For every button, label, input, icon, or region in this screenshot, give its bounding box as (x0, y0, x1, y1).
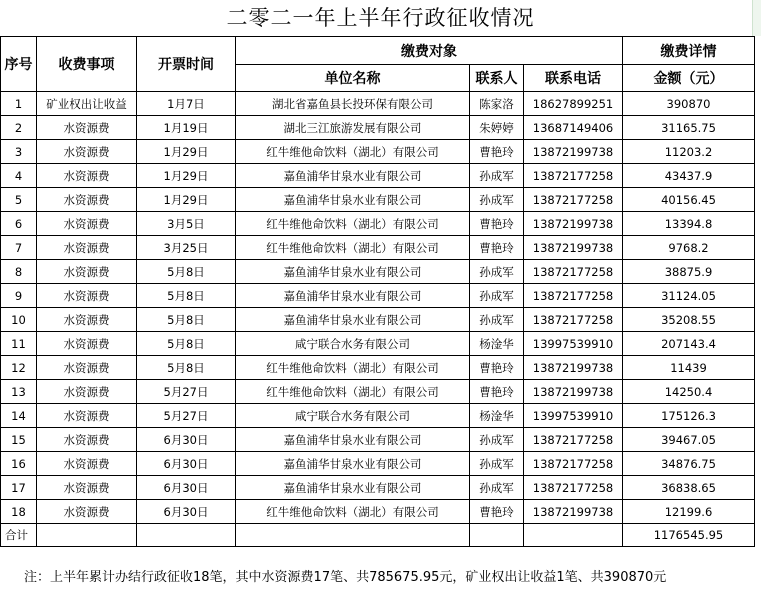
cell-amount[interactable]: 34876.75 (623, 452, 755, 476)
cell-item[interactable]: 水资源费 (37, 476, 137, 500)
cell-contact[interactable]: 曹艳玲 (470, 380, 524, 404)
cell-phone[interactable]: 13872199738 (524, 140, 623, 164)
table-row (1, 452, 755, 476)
cell-phone[interactable]: 13872199738 (524, 236, 623, 260)
cell-phone[interactable]: 13687149406 (524, 116, 623, 140)
cell-contact[interactable]: 陈家洛 (470, 92, 524, 116)
cell-unit[interactable]: 红牛维他命饮料（湖北）有限公司 (236, 356, 470, 380)
cell-no[interactable]: 17 (1, 476, 37, 500)
cell-no[interactable]: 15 (1, 428, 37, 452)
cell-item[interactable]: 水资源费 (37, 284, 137, 308)
cell-item[interactable]: 水资源费 (37, 356, 137, 380)
cell-amount[interactable]: 40156.45 (623, 188, 755, 212)
cell-phone[interactable]: 13872177258 (524, 452, 623, 476)
cell-unit[interactable]: 嘉鱼浦华甘泉水业有限公司 (236, 164, 470, 188)
cell-item[interactable]: 水资源费 (37, 212, 137, 236)
cell-unit[interactable]: 嘉鱼浦华甘泉水业有限公司 (236, 284, 470, 308)
cell-unit[interactable]: 红牛维他命饮料（湖北）有限公司 (236, 380, 470, 404)
cell-item[interactable]: 水资源费 (37, 380, 137, 404)
cell-no[interactable]: 11 (1, 332, 37, 356)
cell-unit[interactable]: 红牛维他命饮料（湖北）有限公司 (236, 236, 470, 260)
page-title: 二零二一年上半年行政征收情况 (226, 6, 535, 30)
cell-contact[interactable]: 曹艳玲 (470, 140, 524, 164)
total-empty-cell[interactable] (524, 524, 623, 547)
cell-date[interactable]: 6月30日 (137, 500, 236, 524)
cell-item[interactable]: 矿业权出让收益 (37, 92, 137, 116)
cell-amount[interactable]: 12199.6 (623, 500, 755, 524)
table-row (1, 500, 755, 524)
sheet-edge (752, 0, 761, 36)
collection-table (0, 36, 755, 547)
cell-contact[interactable]: 孙成军 (470, 428, 524, 452)
cell-date[interactable]: 3月5日 (137, 212, 236, 236)
cell-no[interactable]: 1 (1, 92, 37, 116)
total-label[interactable]: 合计 (1, 524, 37, 547)
cell-contact[interactable]: 曹艳玲 (470, 356, 524, 380)
cell-contact[interactable]: 孙成军 (470, 308, 524, 332)
table-row (1, 356, 755, 380)
table-body (1, 92, 755, 524)
cell-amount[interactable]: 35208.55 (623, 308, 755, 332)
header-no[interactable]: 序号 (1, 37, 37, 92)
cell-amount[interactable]: 13394.8 (623, 212, 755, 236)
cell-amount[interactable]: 9768.2 (623, 236, 755, 260)
cell-phone[interactable]: 13997539910 (524, 332, 623, 356)
total-empty-cell[interactable] (236, 524, 470, 547)
cell-phone[interactable]: 13997539910 (524, 404, 623, 428)
cell-no[interactable]: 5 (1, 188, 37, 212)
cell-contact[interactable]: 孙成军 (470, 452, 524, 476)
cell-no[interactable]: 4 (1, 164, 37, 188)
cell-date[interactable]: 5月27日 (137, 380, 236, 404)
cell-contact[interactable]: 孙成军 (470, 164, 524, 188)
total-empty-cell[interactable] (470, 524, 524, 547)
total-row (1, 524, 755, 547)
cell-unit[interactable]: 红牛维他命饮料（湖北）有限公司 (236, 500, 470, 524)
header-item[interactable]: 收费事项 (37, 37, 137, 92)
table-row (1, 332, 755, 356)
cell-amount[interactable]: 38875.9 (623, 260, 755, 284)
cell-contact[interactable]: 曹艳玲 (470, 236, 524, 260)
cell-amount[interactable]: 175126.3 (623, 404, 755, 428)
table-row (1, 140, 755, 164)
cell-amount[interactable]: 39467.05 (623, 428, 755, 452)
table-row (1, 116, 755, 140)
cell-phone[interactable]: 13872199738 (524, 212, 623, 236)
cell-phone[interactable]: 13872199738 (524, 356, 623, 380)
cell-amount[interactable]: 43437.9 (623, 164, 755, 188)
table-row (1, 92, 755, 116)
cell-no[interactable]: 10 (1, 308, 37, 332)
table-row (1, 404, 755, 428)
total-empty-cell[interactable] (137, 524, 236, 547)
header-amount[interactable]: 金额（元） (623, 65, 755, 92)
cell-unit[interactable]: 咸宁联合水务有限公司 (236, 332, 470, 356)
table-row (1, 476, 755, 500)
cell-date[interactable]: 5月8日 (137, 260, 236, 284)
cell-amount[interactable]: 11439 (623, 356, 755, 380)
cell-contact[interactable]: 曹艳玲 (470, 500, 524, 524)
cell-date[interactable]: 5月8日 (137, 332, 236, 356)
cell-unit[interactable]: 嘉鱼浦华甘泉水业有限公司 (236, 428, 470, 452)
cell-phone[interactable]: 13872199738 (524, 380, 623, 404)
cell-no[interactable]: 3 (1, 140, 37, 164)
cell-phone[interactable]: 13872177258 (524, 284, 623, 308)
cell-unit[interactable]: 湖北三江旅游发展有限公司 (236, 116, 470, 140)
cell-amount[interactable]: 390870 (623, 92, 755, 116)
cell-amount[interactable]: 31124.05 (623, 284, 755, 308)
table-row (1, 308, 755, 332)
cell-unit[interactable]: 咸宁联合水务有限公司 (236, 404, 470, 428)
total-amount[interactable]: 1176545.95 (623, 524, 755, 547)
cell-contact[interactable]: 杨淦华 (470, 332, 524, 356)
header-date[interactable]: 开票时间 (137, 37, 236, 92)
cell-no[interactable]: 2 (1, 116, 37, 140)
table-row (1, 188, 755, 212)
cell-contact[interactable]: 朱婷婷 (470, 116, 524, 140)
cell-item[interactable]: 水资源费 (37, 260, 137, 284)
cell-date[interactable]: 6月30日 (137, 476, 236, 500)
cell-phone[interactable]: 13872177258 (524, 428, 623, 452)
cell-no[interactable]: 16 (1, 452, 37, 476)
cell-unit[interactable]: 嘉鱼浦华甘泉水业有限公司 (236, 476, 470, 500)
cell-unit[interactable]: 嘉鱼浦华甘泉水业有限公司 (236, 308, 470, 332)
cell-no[interactable]: 13 (1, 380, 37, 404)
cell-date[interactable]: 5月27日 (137, 404, 236, 428)
table-row (1, 380, 755, 404)
cell-date[interactable]: 1月29日 (137, 140, 236, 164)
cell-item[interactable]: 水资源费 (37, 308, 137, 332)
cell-amount[interactable]: 207143.4 (623, 332, 755, 356)
cell-no[interactable]: 7 (1, 236, 37, 260)
cell-date[interactable]: 1月19日 (137, 116, 236, 140)
cell-amount[interactable]: 11203.2 (623, 140, 755, 164)
cell-unit[interactable]: 红牛维他命饮料（湖北）有限公司 (236, 140, 470, 164)
cell-no[interactable]: 12 (1, 356, 37, 380)
cell-contact[interactable]: 孙成军 (470, 260, 524, 284)
cell-item[interactable]: 水资源费 (37, 164, 137, 188)
cell-unit[interactable]: 湖北省嘉鱼县长投环保有限公司 (236, 92, 470, 116)
cell-phone[interactable]: 18627899251 (524, 92, 623, 116)
table-row (1, 260, 755, 284)
cell-phone[interactable]: 13872199738 (524, 500, 623, 524)
cell-phone[interactable]: 13872177258 (524, 308, 623, 332)
cell-item[interactable]: 水资源费 (37, 404, 137, 428)
cell-phone[interactable]: 13872177258 (524, 188, 623, 212)
cell-unit[interactable]: 嘉鱼浦华甘泉水业有限公司 (236, 188, 470, 212)
cell-no[interactable]: 9 (1, 284, 37, 308)
cell-no[interactable]: 8 (1, 260, 37, 284)
cell-date[interactable]: 5月8日 (137, 308, 236, 332)
cell-contact[interactable]: 孙成军 (470, 188, 524, 212)
cell-contact[interactable]: 孙成军 (470, 284, 524, 308)
cell-amount[interactable]: 31165.75 (623, 116, 755, 140)
cell-no[interactable]: 14 (1, 404, 37, 428)
header-contact[interactable]: 联系人 (470, 65, 524, 92)
cell-phone[interactable]: 13872177258 (524, 260, 623, 284)
table-row (1, 284, 755, 308)
header-phone[interactable]: 联系电话 (524, 65, 623, 92)
table-row (1, 236, 755, 260)
cell-unit[interactable]: 红牛维他命饮料（湖北）有限公司 (236, 212, 470, 236)
cell-date[interactable]: 1月29日 (137, 164, 236, 188)
cell-unit[interactable]: 嘉鱼浦华甘泉水业有限公司 (236, 260, 470, 284)
table-row (1, 212, 755, 236)
cell-no[interactable]: 18 (1, 500, 37, 524)
cell-item[interactable]: 水资源费 (37, 236, 137, 260)
cell-item[interactable]: 水资源费 (37, 116, 137, 140)
cell-amount[interactable]: 36838.65 (623, 476, 755, 500)
cell-contact[interactable]: 杨淦华 (470, 404, 524, 428)
cell-unit[interactable]: 嘉鱼浦华甘泉水业有限公司 (236, 452, 470, 476)
cell-contact[interactable]: 曹艳玲 (470, 212, 524, 236)
table-row (1, 164, 755, 188)
cell-phone[interactable]: 13872177258 (524, 476, 623, 500)
cell-item[interactable]: 水资源费 (37, 140, 137, 164)
header-details-group[interactable]: 缴费详情 (623, 37, 755, 65)
table-row (1, 428, 755, 452)
footnote: 注：上半年累计办结行政征收18笔，其中水资源费17笔、共785675.95元，矿业权出让收益1笔、共390870元 (24, 570, 667, 585)
cell-item[interactable]: 水资源费 (37, 188, 137, 212)
table-header (1, 37, 755, 92)
cell-item[interactable]: 水资源费 (37, 428, 137, 452)
cell-item[interactable]: 水资源费 (37, 500, 137, 524)
cell-contact[interactable]: 孙成军 (470, 476, 524, 500)
cell-amount[interactable]: 14250.4 (623, 380, 755, 404)
header-unit[interactable]: 单位名称 (236, 65, 470, 92)
header-payer-group[interactable]: 缴费对象 (236, 37, 623, 65)
cell-date[interactable]: 6月30日 (137, 452, 236, 476)
total-empty-cell[interactable] (37, 524, 137, 547)
cell-date[interactable]: 1月7日 (137, 92, 236, 116)
cell-item[interactable]: 水资源费 (37, 452, 137, 476)
cell-date[interactable]: 3月25日 (137, 236, 236, 260)
cell-date[interactable]: 5月8日 (137, 356, 236, 380)
cell-no[interactable]: 6 (1, 212, 37, 236)
cell-date[interactable]: 5月8日 (137, 284, 236, 308)
cell-phone[interactable]: 13872177258 (524, 164, 623, 188)
cell-date[interactable]: 1月29日 (137, 188, 236, 212)
cell-date[interactable]: 6月30日 (137, 428, 236, 452)
cell-item[interactable]: 水资源费 (37, 332, 137, 356)
